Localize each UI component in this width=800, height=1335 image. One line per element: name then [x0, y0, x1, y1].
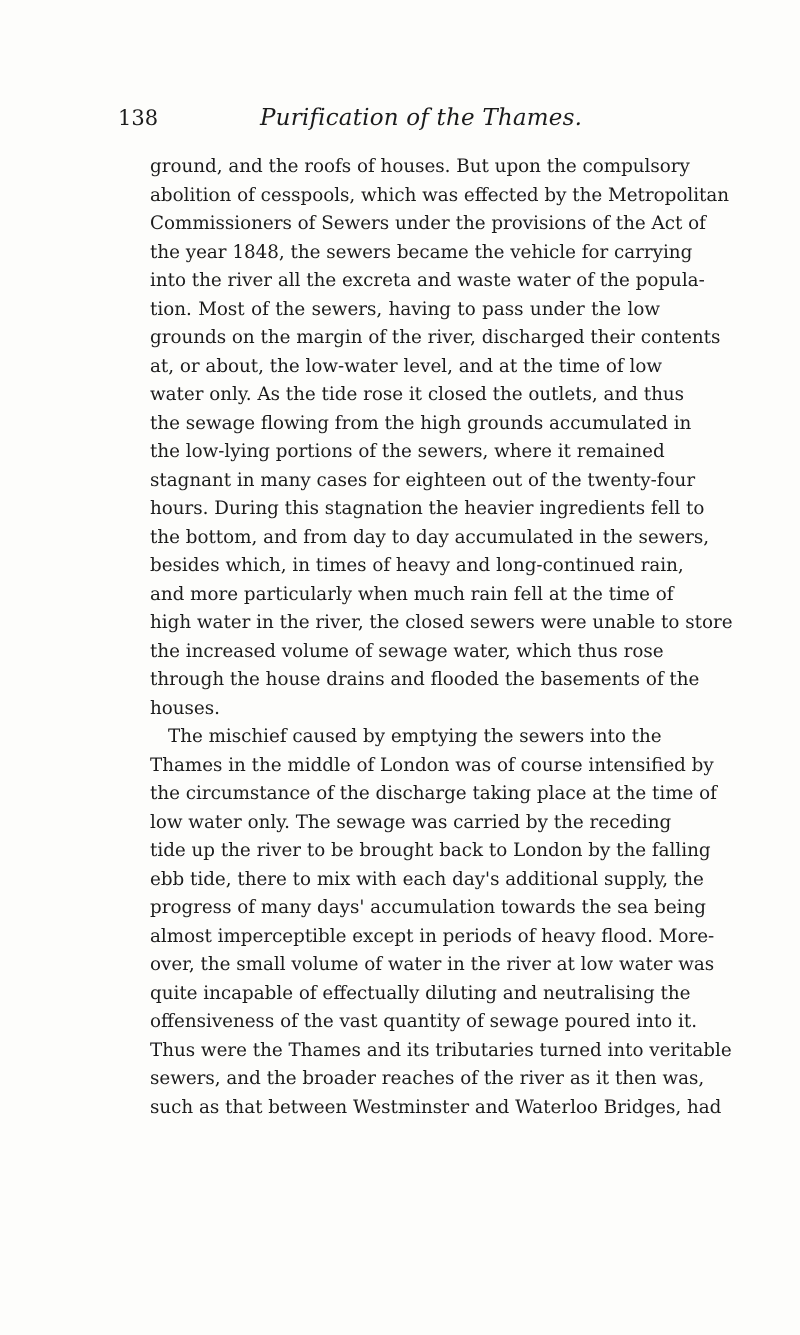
text-line: besides which, in times of heavy and long-continued rain,: [150, 555, 684, 576]
text-line: the low-lying portions of the sewers, where it remained: [150, 441, 665, 462]
text-line: into the river all the excreta and waste water of the popula-: [150, 270, 705, 291]
text-line: tion. Most of the sewers, having to pass under the low: [150, 298, 660, 320]
text-line: over, the small volume of water in the river at low water was: [150, 954, 715, 975]
running-title: Purification of the Thames.: [260, 105, 583, 131]
text-line: almost imperceptible except in periods of heavy flood. More-: [150, 925, 715, 947]
text-line: Thus were the Thames and its tributaries turned into veritable: [150, 1039, 732, 1061]
text-line: the bottom, and from day to day accumulated in the sewers,: [150, 526, 710, 548]
page-number: 138: [118, 106, 159, 130]
text-line: tide up the river to be brought back to London by the falling: [150, 840, 711, 861]
text-line: stagnant in many cases for eighteen out of the twenty-four: [150, 469, 696, 491]
text-line: and more particularly when much rain fell at the time of: [150, 583, 674, 605]
text-line: grounds on the margin of the river, discharged their contents: [150, 327, 721, 348]
text-line: Thames in the middle of London was of course intensified by: [150, 754, 714, 776]
body-text: [150, 153, 733, 1122]
text-line: high water in the river, the closed sewers were unable to store: [150, 612, 733, 633]
text-line: through the house drains and flooded the basements of the: [150, 669, 700, 690]
text-line: the circumstance of the discharge taking place at the time of: [150, 783, 717, 804]
text-line: quite incapable of effectually diluting and neutralising the: [150, 982, 691, 1004]
text-line: offensiveness of the vast quantity of sewage poured into it.: [150, 1011, 698, 1032]
text-line: such as that between Westminster and Waterloo Bridges, had: [150, 1096, 722, 1118]
text-line: the increased volume of sewage water, which thus rose: [150, 640, 664, 662]
text-line: sewers, and the broader reaches of the river as it then was,: [150, 1068, 705, 1089]
text-line: ebb tide, there to mix with each day's additional supply, the: [150, 868, 704, 890]
text-line: progress of many days' accumulation towards the sea being: [150, 897, 706, 918]
page-header: [118, 101, 686, 135]
text-line: water only. As the tide rose it closed the outlets, and thus: [150, 384, 685, 405]
text-line: houses.: [150, 697, 220, 719]
text-line: hours. During this stagnation the heavier ingredients fell to: [150, 498, 705, 519]
text-line: low water only. The sewage was carried by the receding: [150, 811, 672, 833]
text-line: The mischief caused by emptying the sewers into the: [168, 726, 662, 747]
text-line: ground, and the roofs of houses. But upon the compulsory: [150, 156, 690, 177]
text-line: the sewage flowing from the high grounds accumulated in: [150, 412, 692, 434]
text-line: at, or about, the low-water level, and at the time of low: [150, 355, 662, 377]
text-line: abolition of cesspools, which was effected by the Metropolitan: [150, 184, 730, 206]
text-line: the year 1848, the sewers became the vehicle for carrying: [150, 241, 693, 263]
text-line: Commissioners of Sewers under the provisions of the Act of: [150, 213, 706, 234]
